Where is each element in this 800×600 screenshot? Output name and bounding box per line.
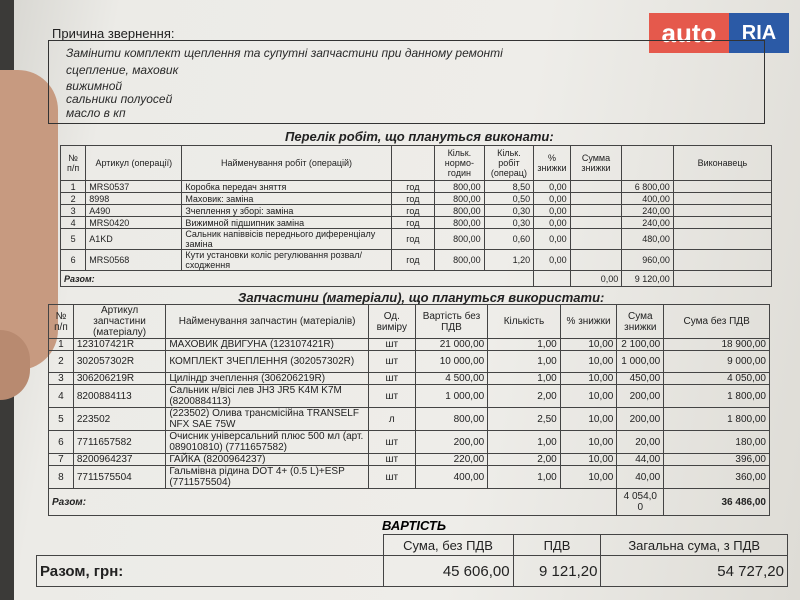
parts-row (49, 351, 770, 373)
parts-cell-sum: 1 800,00 (664, 385, 770, 408)
works-cell-exec (673, 217, 771, 229)
works-cell-n: 2 (61, 193, 86, 205)
parts-row (49, 408, 770, 431)
works-cell-exec (673, 181, 771, 193)
parts-cell-name: Очисник універсальний плюс 500 мл (арт. 089010810) (7711657582) (166, 431, 369, 454)
parts-title: Запчастини (матеріали), що плануться використати: (238, 290, 605, 305)
reason-line: вижимной (66, 79, 123, 93)
parts-total-label: Разом: (49, 489, 617, 516)
works-cell-unit: год (391, 217, 434, 229)
works-cell-hours: 800,00 (435, 193, 485, 205)
parts-cell-unit: шт (368, 431, 415, 454)
parts-cell-pct: 10,00 (560, 431, 617, 454)
works-cell-n: 3 (61, 205, 86, 217)
works-cell-hours: 800,00 (435, 250, 485, 271)
parts-cell-code: 7711575504 (73, 466, 165, 489)
parts-cell-price: 800,00 (415, 408, 488, 431)
works-cell-hours: 800,00 (435, 217, 485, 229)
parts-cell-pct: 10,00 (560, 385, 617, 408)
works-cell-pct: 0,00 (534, 193, 571, 205)
parts-cell-n: 7 (49, 454, 74, 466)
col-header: Вартість без ПДВ (415, 305, 488, 339)
parts-row (49, 466, 770, 489)
works-cell-disc (570, 250, 622, 271)
works-row (61, 193, 772, 205)
works-row (61, 250, 772, 271)
col-header: Сума знижки (617, 305, 664, 339)
works-cell-name: Зчеплення у зборі: заміна (182, 205, 391, 217)
works-cell-unit: год (391, 193, 434, 205)
works-cell-code: A1KD (86, 229, 182, 250)
logo-part-ria: RIA (729, 13, 789, 53)
cost-row (37, 556, 788, 587)
parts-cell-n: 5 (49, 408, 74, 431)
parts-cell-name: Циліндр зчеплення (306206219R) (166, 373, 369, 385)
parts-total-disc-a: 4 054,0 (623, 491, 657, 502)
parts-cell-pct: 10,00 (560, 373, 617, 385)
parts-cell-code: 8200964237 (73, 454, 165, 466)
works-cell-name: Сальник напіввісів переднього диференціалу заміна (182, 229, 391, 250)
parts-cell-n: 2 (49, 351, 74, 373)
parts-cell-pct: 10,00 (560, 454, 617, 466)
parts-cell-n: 6 (49, 431, 74, 454)
parts-cell-name: МАХОВИК ДВИГУНА (123107421R) (166, 339, 369, 351)
col-header: Кількість (488, 305, 561, 339)
works-table (60, 145, 772, 287)
parts-cell-qty: 2,50 (488, 408, 561, 431)
works-cell-disc (570, 181, 622, 193)
works-cell-unit: год (391, 205, 434, 217)
parts-cell-n: 4 (49, 385, 74, 408)
col-header: Сумма знижки (570, 146, 622, 181)
works-header-row (61, 146, 772, 181)
cost-header-vat: ПДВ (513, 535, 601, 556)
blank-cell (534, 271, 571, 287)
parts-cell-code: 8200884113 (73, 385, 165, 408)
parts-cell-unit: шт (368, 373, 415, 385)
works-cell-qty: 0,50 (484, 193, 534, 205)
works-cell-n: 4 (61, 217, 86, 229)
works-cell-hours: 800,00 (435, 205, 485, 217)
parts-total-disc-b: 0 (637, 502, 644, 513)
col-header: Найменування запчастин (матеріалів) (166, 305, 369, 339)
col-header: Найменування робіт (операцій) (182, 146, 391, 181)
works-row (61, 181, 772, 193)
parts-cell-qty: 1,00 (488, 351, 561, 373)
reason-line: сальники полуосей (66, 92, 173, 106)
works-cell-exec (673, 193, 771, 205)
col-header: Артикул запчастини (матеріалу) (73, 305, 165, 339)
parts-cell-qty: 1,00 (488, 466, 561, 489)
works-title: Перелік робіт, що плануться виконати: (285, 129, 554, 144)
parts-total-row (49, 489, 770, 516)
parts-cell-code: 302057302R (73, 351, 165, 373)
parts-cell-sum: 9 000,00 (664, 351, 770, 373)
col-header (391, 146, 434, 181)
cost-total: 54 727,20 (601, 556, 788, 587)
parts-cell-disc: 200,00 (617, 385, 664, 408)
works-cell-unit: год (391, 181, 434, 193)
parts-row (49, 373, 770, 385)
reason-title: Причина звернення: (52, 26, 175, 41)
works-cell-disc (570, 193, 622, 205)
parts-cell-pct: 10,00 (560, 466, 617, 489)
works-cell-disc (570, 205, 622, 217)
parts-cell-unit: л (368, 408, 415, 431)
parts-total-sum: 36 486,00 (664, 489, 770, 516)
parts-cell-name: (223502) Олива трансмісійна TRANSELF NFX SAE 75W (166, 408, 369, 431)
parts-cell-sum: 4 050,00 (664, 373, 770, 385)
works-cell-exec (673, 250, 771, 271)
parts-cell-unit: шт (368, 466, 415, 489)
parts-cell-unit: шт (368, 351, 415, 373)
parts-cell-disc: 40,00 (617, 466, 664, 489)
parts-cell-n: 3 (49, 373, 74, 385)
works-cell-qty: 8,50 (484, 181, 534, 193)
works-cell-sum: 240,00 (622, 217, 674, 229)
parts-cell-unit: шт (368, 385, 415, 408)
cost-header-sum: Сума, без ПДВ (383, 535, 513, 556)
parts-cell-disc: 200,00 (617, 408, 664, 431)
parts-row (49, 385, 770, 408)
parts-cell-price: 4 500,00 (415, 373, 488, 385)
col-header: Сума без ПДВ (664, 305, 770, 339)
works-row (61, 205, 772, 217)
works-total-sum: 9 120,00 (622, 271, 674, 287)
cost-header-row (37, 535, 788, 556)
parts-cell-sum: 18 900,00 (664, 339, 770, 351)
works-cell-exec (673, 229, 771, 250)
works-cell-code: MRS0420 (86, 217, 182, 229)
parts-cell-sum: 180,00 (664, 431, 770, 454)
col-header: Кільк. робіт (операц) (484, 146, 534, 181)
parts-cell-disc: 450,00 (617, 373, 664, 385)
parts-cell-price: 220,00 (415, 454, 488, 466)
parts-cell-qty: 1,00 (488, 339, 561, 351)
parts-cell-code: 123107421R (73, 339, 165, 351)
parts-cell-n: 8 (49, 466, 74, 489)
works-cell-name: Кути установки коліс регулювання розвал/сходження (182, 250, 391, 271)
works-cell-pct: 0,00 (534, 217, 571, 229)
parts-cell-qty: 1,00 (488, 373, 561, 385)
parts-cell-qty: 1,00 (488, 431, 561, 454)
parts-header-row (49, 305, 770, 339)
parts-cell-code: 223502 (73, 408, 165, 431)
works-cell-hours: 800,00 (435, 229, 485, 250)
logo-part-auto: auto (649, 13, 729, 53)
works-total-row (61, 271, 772, 287)
works-cell-sum: 400,00 (622, 193, 674, 205)
parts-cell-pct: 10,00 (560, 339, 617, 351)
parts-cell-unit: шт (368, 339, 415, 351)
cost-table (36, 534, 788, 587)
works-cell-n: 5 (61, 229, 86, 250)
works-total-disc: 0,00 (570, 271, 622, 287)
works-cell-code: 8998 (86, 193, 182, 205)
parts-cell-disc: 2 100,00 (617, 339, 664, 351)
parts-cell-name: КОМПЛЕКТ ЗЧЕПЛЕННЯ (302057302R) (166, 351, 369, 373)
parts-cell-sum: 1 800,00 (664, 408, 770, 431)
cost-title: ВАРТІСТЬ (382, 518, 447, 533)
works-cell-pct: 0,00 (534, 205, 571, 217)
parts-row (49, 431, 770, 454)
col-header: № п/п (61, 146, 86, 181)
parts-row (49, 454, 770, 466)
works-cell-name: Коробка передач зняття (182, 181, 391, 193)
works-cell-unit: год (391, 250, 434, 271)
parts-cell-disc: 20,00 (617, 431, 664, 454)
parts-cell-code: 306206219R (73, 373, 165, 385)
parts-cell-price: 400,00 (415, 466, 488, 489)
works-cell-code: MRS0568 (86, 250, 182, 271)
parts-cell-unit: шт (368, 454, 415, 466)
works-cell-sum: 6 800,00 (622, 181, 674, 193)
works-cell-sum: 480,00 (622, 229, 674, 250)
cost-vat: 9 121,20 (513, 556, 601, 587)
col-header: Артикул (операції) (86, 146, 182, 181)
works-cell-pct: 0,00 (534, 229, 571, 250)
parts-table (48, 304, 770, 516)
works-cell-n: 1 (61, 181, 86, 193)
parts-cell-code: 7711657582 (73, 431, 165, 454)
cost-row-label: Разом, грн: (37, 556, 384, 587)
works-cell-qty: 0,30 (484, 217, 534, 229)
works-cell-code: A490 (86, 205, 182, 217)
parts-row (49, 339, 770, 351)
blank-cell (673, 271, 771, 287)
parts-cell-qty: 2,00 (488, 454, 561, 466)
parts-cell-n: 1 (49, 339, 74, 351)
parts-cell-name: ГАЙКА (8200964237) (166, 454, 369, 466)
parts-cell-name: Сальник н/вісі лев JH3 JR5 K4M K7M (8200884113) (166, 385, 369, 408)
parts-cell-disc: 1 000,00 (617, 351, 664, 373)
works-cell-disc (570, 229, 622, 250)
col-header: № п/п (49, 305, 74, 339)
works-cell-sum: 240,00 (622, 205, 674, 217)
works-row (61, 229, 772, 250)
cost-sum: 45 606,00 (383, 556, 513, 587)
col-header: Кільк. нормо-годин (435, 146, 485, 181)
parts-cell-qty: 2,00 (488, 385, 561, 408)
works-cell-unit: год (391, 229, 434, 250)
works-cell-pct: 0,00 (534, 181, 571, 193)
parts-total-disc (617, 489, 664, 516)
col-header: Од. виміру (368, 305, 415, 339)
works-row (61, 217, 772, 229)
works-total-label: Разом: (61, 271, 534, 287)
works-cell-disc (570, 217, 622, 229)
parts-cell-pct: 10,00 (560, 351, 617, 373)
works-cell-n: 6 (61, 250, 86, 271)
parts-cell-price: 21 000,00 (415, 339, 488, 351)
col-header: % знижки (534, 146, 571, 181)
parts-cell-price: 10 000,00 (415, 351, 488, 373)
works-cell-name: Маховик: заміна (182, 193, 391, 205)
parts-cell-sum: 360,00 (664, 466, 770, 489)
col-header: Виконавець (673, 146, 771, 181)
reason-line: сцепление, маховик (66, 63, 179, 77)
works-cell-hours: 800,00 (435, 181, 485, 193)
works-cell-qty: 1,20 (484, 250, 534, 271)
works-cell-pct: 0,00 (534, 250, 571, 271)
parts-cell-name: Гальмівна рідина DOT 4+ (0.5 L)+ESP (7711575504) (166, 466, 369, 489)
reason-line: масло в кп (66, 106, 126, 120)
parts-cell-sum: 396,00 (664, 454, 770, 466)
reason-line: Замінити комплект щеплення та супутні запчастини при данному ремонті (66, 46, 503, 60)
parts-cell-disc: 44,00 (617, 454, 664, 466)
works-cell-code: MRS0537 (86, 181, 182, 193)
works-cell-qty: 0,30 (484, 205, 534, 217)
works-cell-exec (673, 205, 771, 217)
parts-cell-price: 1 000,00 (415, 385, 488, 408)
works-cell-qty: 0,60 (484, 229, 534, 250)
parts-cell-pct: 10,00 (560, 408, 617, 431)
col-header (622, 146, 674, 181)
cost-header-total: Загальна сума, з ПДВ (601, 535, 788, 556)
works-cell-name: Вижимной підшипник заміна (182, 217, 391, 229)
col-header: % знижки (560, 305, 617, 339)
works-cell-sum: 960,00 (622, 250, 674, 271)
blank-cell (37, 535, 384, 556)
parts-cell-price: 200,00 (415, 431, 488, 454)
